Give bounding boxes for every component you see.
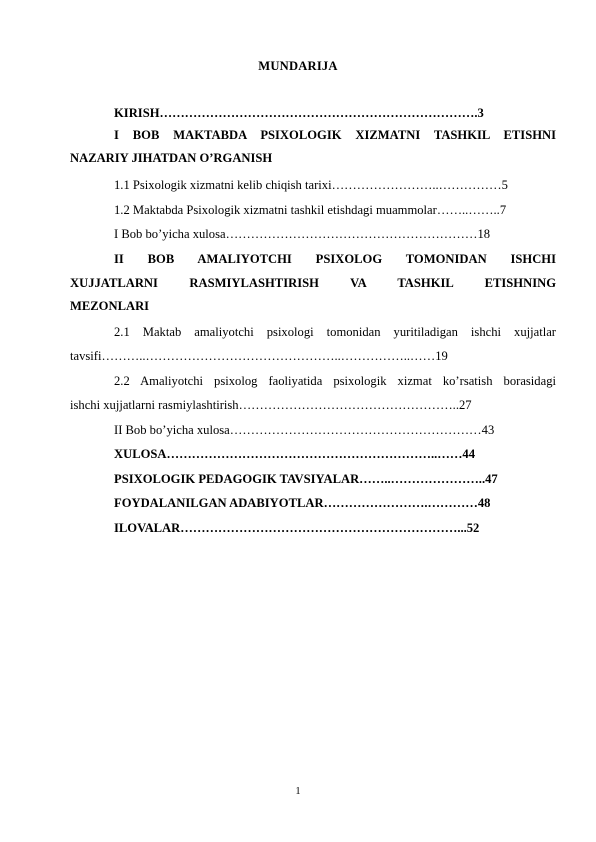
page-number: 1	[295, 786, 301, 797]
toc-entry-tavsiyalar[interactable]: PSIXOLOGIK PEDAGOGIK TAVSIYALAR……..…………………..47	[114, 472, 498, 486]
toc-entry-chapter2-conclusion[interactable]: II Bob bo’yicha xulosa……………………………………………………43	[114, 423, 495, 437]
toc-entry-xulosa[interactable]: XULOSA………………………………………………………..……44	[114, 447, 476, 461]
toc-entry-2-2-line2[interactable]: ishchi xujjatlarni rasmiylashtirish……………………………………………..27	[70, 398, 472, 412]
toc-chapter1-heading-line1[interactable]: I BOB MAKTABDA PSIXOLOGIK XIZMATNI TASHKIL ETISHNI	[114, 128, 556, 142]
toc-entry-adabiyotlar[interactable]: FOYDALANILGAN ADABIYOTLAR…………………….…………48	[114, 496, 491, 510]
toc-chapter2-heading-line3[interactable]: MEZONLARI	[70, 299, 150, 313]
toc-chapter1-heading-line2[interactable]: NAZARIY JIHATDAN O’RGANISH	[70, 151, 273, 165]
toc-entry-2-1-line1[interactable]: 2.1 Maktab amaliyotchi psixologi tomonidan yuritiladigan ishchi xujjatlar	[114, 325, 556, 339]
toc-entry-2-1-line2[interactable]: tavsifi………..………………………………………..……………..……19	[70, 349, 448, 363]
toc-entry-1-1[interactable]: 1.1 Psixologik xizmatni kelib chiqish tarixi……………………..……………5	[114, 178, 508, 192]
toc-entry-2-2-line1[interactable]: 2.2 Amaliyotchi psixolog faoliyatida psixologik xizmat ko’rsatish borasidagi	[114, 374, 556, 388]
toc-entry-kirish[interactable]: KIRISH………………………………………………………………….3	[114, 106, 484, 120]
toc-entry-1-2[interactable]: 1.2 Maktabda Psixologik xizmatni tashkil etishdagi muammolar……..……..7	[114, 203, 507, 217]
toc-chapter2-heading-line2[interactable]: XUJJATLARNI RASMIYLASHTIRISH VA TASHKIL ETISHNING	[70, 276, 556, 290]
toc-chapter2-heading-line1[interactable]: II BOB AMALIYOTCHI PSIXOLOG TOMONIDAN ISHCHI	[114, 252, 556, 266]
toc-entry-ilovalar[interactable]: ILOVALAR…………………………………………………………...52	[114, 521, 480, 535]
page-title: MUNDARIJA	[258, 59, 338, 73]
toc-entry-chapter1-conclusion[interactable]: I Bob bo’yicha xulosa……………………………………………………18	[114, 227, 491, 241]
